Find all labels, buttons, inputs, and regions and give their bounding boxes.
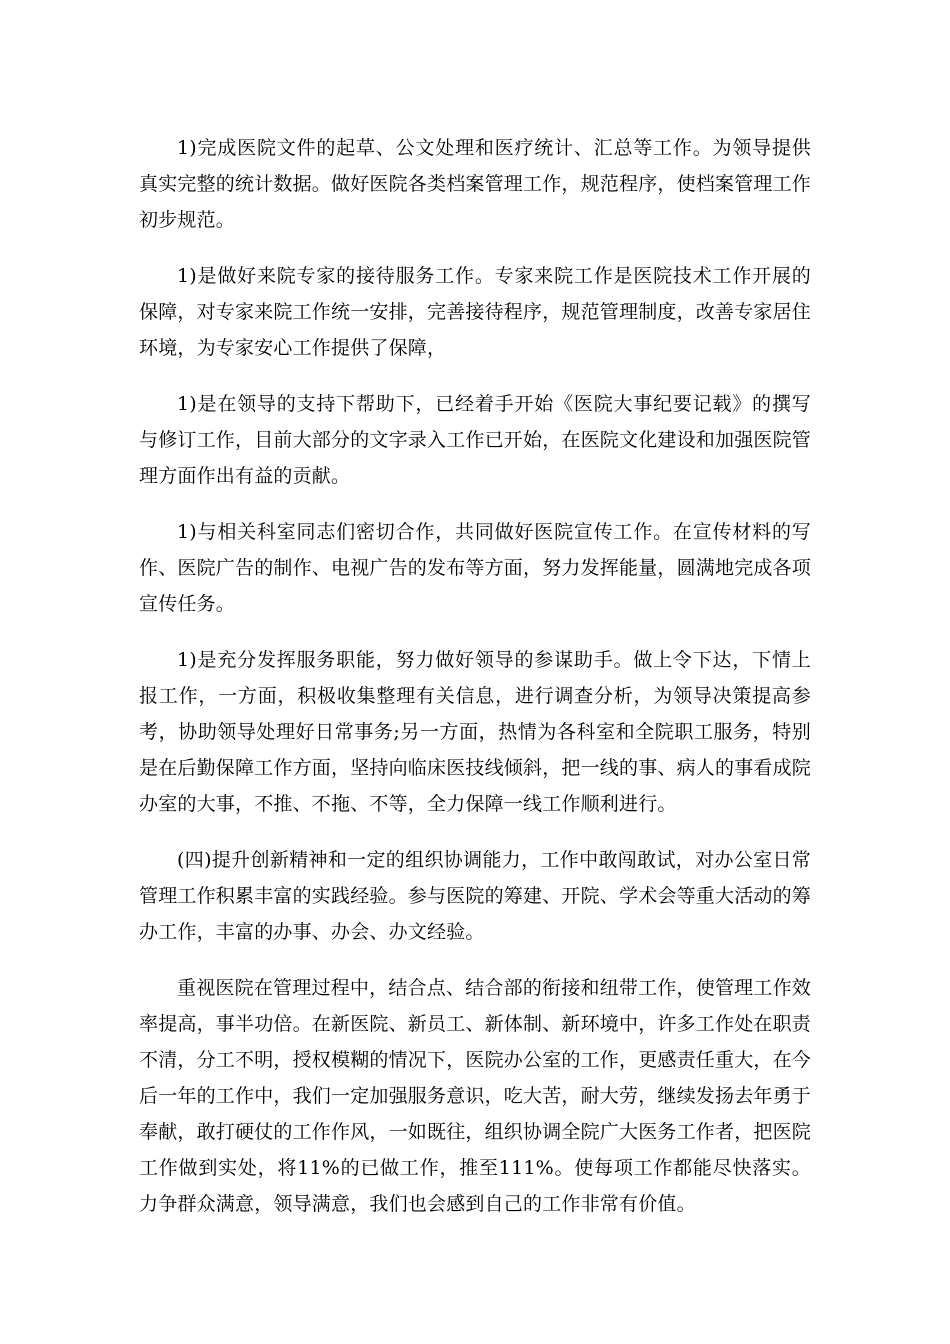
paragraph-4: 1)与相关科室同志们密切合作，共同做好医院宣传工作。在宣传材料的写作、医院广告的制作、电视广告的发布等方面，努力发挥能量，圆满地完成各项宣传任务。 [139, 521, 812, 615]
document-body [139, 130, 811, 1242]
paragraph-5: 1)是充分发挥服务职能，努力做好领导的参谋助手。做上令下达，下情上报工作，一方面，积极收集整理有关信息，进行调查分析，为领导决策提高参考，协助领导处理好日常事务;另一方面，热情为各科室和全院职工服务，特别是在后勤保障工作方面，坚持向临床医技线倾斜，把一线的事、病人的事看成院办室的大事，不推、不拖、不等，全力保障一线工作顺利进行。 [139, 649, 812, 815]
paragraph-6: (四)提升创新精神和一定的组织协调能力，工作中敢闯敢试，对办公室日常管理工作积累丰富的实践经验。参与医院的筹建、开院、学术会等重大活动的筹办工作，丰富的办事、办会、办文经验。 [139, 849, 812, 943]
paragraph-7: 重视医院在管理过程中，结合点、结合部的衔接和纽带工作，使管理工作效率提高，事半功倍。在新医院、新员工、新体制、新环境中，许多工作处在职责不清，分工不明，授权模糊的情况下，医院办公室的工作，更感责任重大，在今后一年的工作中，我们一定加强服务意识，吃大苦，耐大劳，继续发扬去年勇于奉献，敢打硬仗的工作作风，一如既往，组织协调全院广大医务工作者，把医院工作做到实处，将11%的已做工作，推至111%。使每项工作都能尽快落实。力争群众满意，领导满意，我们也会感到自己的工作非常有价值。 [139, 977, 812, 1215]
paragraph-2: 1)是做好来院专家的接待服务工作。专家来院工作是医院技术工作开展的保障，对专家来院工作统一安排，完善接待程序，规范管理制度，改善专家居住环境，为专家安心工作提供了保障， [139, 265, 812, 359]
paragraph-1: 1)完成医院文件的起草、公文处理和医疗统计、汇总等工作。为领导提供真实完整的统计数据。做好医院各类档案管理工作，规范程序，使档案管理工作初步规范。 [139, 137, 812, 231]
paragraph-3: 1)是在领导的支持下帮助下，已经着手开始《医院大事纪要记载》的撰写与修订工作，目前大部分的文字录入工作已开始，在医院文化建设和加强医院管理方面作出有益的贡献。 [139, 393, 812, 487]
